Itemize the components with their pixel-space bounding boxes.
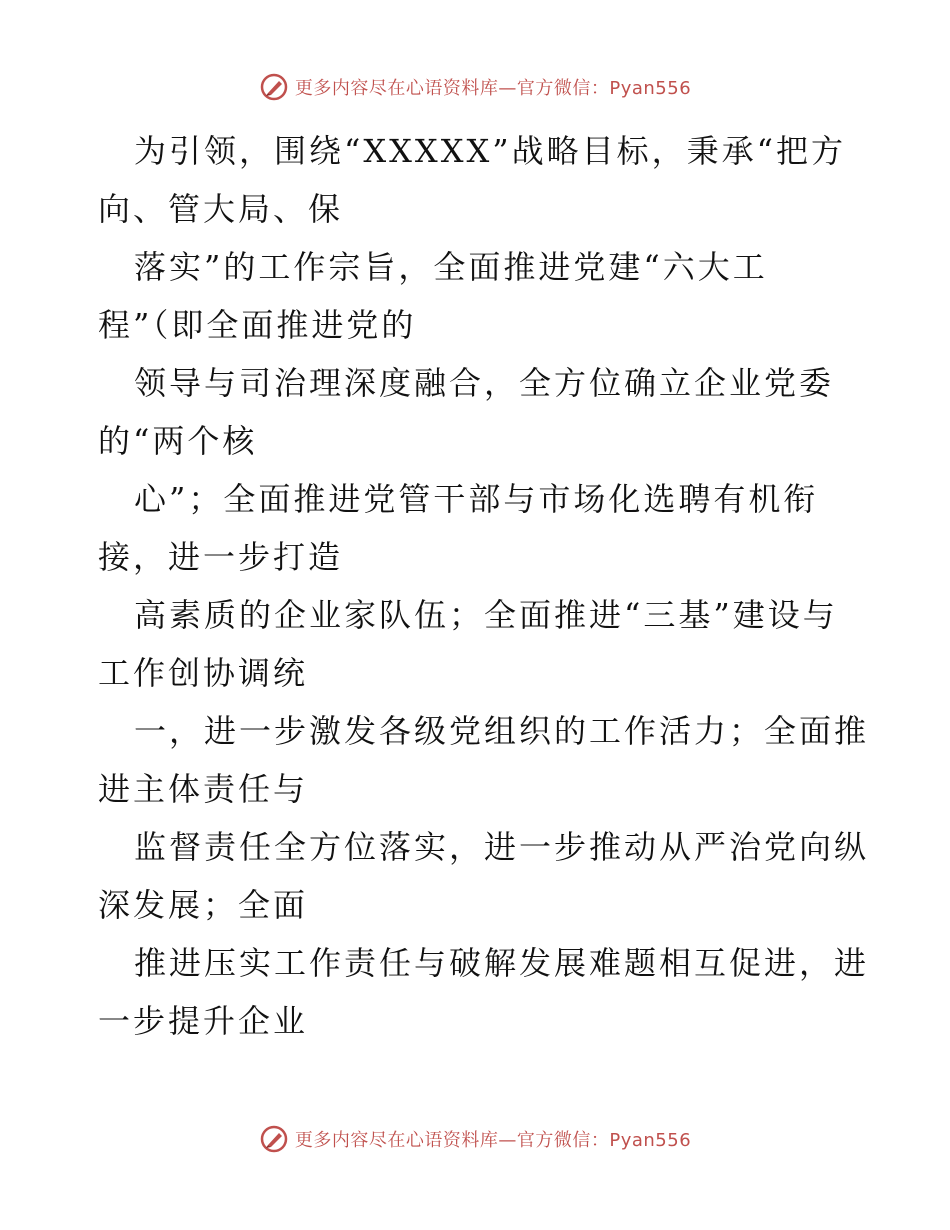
document-line: 进主体责任与 bbox=[98, 770, 309, 808]
document-line: 接，进一步打造 bbox=[98, 538, 344, 576]
watermark-header-text: 更多内容尽在心语资料库—官方微信：Pyan556 bbox=[294, 78, 692, 99]
document-line: 领导与司治理深度融合，全方位确立企业党委 bbox=[134, 364, 835, 402]
watermark-footer-text: 更多内容尽在心语资料库—官方微信：Pyan556 bbox=[294, 1130, 692, 1151]
watermark-footer bbox=[0, 1124, 950, 1154]
document-line: 程”（即全面推进党的 bbox=[98, 306, 417, 344]
document-line: 工作创协调统 bbox=[98, 654, 309, 692]
document-line: 的“两个核 bbox=[98, 422, 258, 460]
document-line: 一，进一步激发各级党组织的工作活力；全面推 bbox=[134, 712, 870, 750]
document-body bbox=[98, 122, 870, 1050]
document-line: 深发展；全面 bbox=[98, 886, 309, 924]
pen-logo-icon bbox=[259, 72, 289, 102]
document-line: 落实”的工作宗旨，全面推进党建“六大工 bbox=[134, 248, 768, 286]
document-line: 为引领，围绕“XXXXX”战略目标，秉承“把方 bbox=[134, 132, 846, 170]
document-line: 监督责任全方位落实，进一步推动从严治党向纵 bbox=[134, 828, 870, 866]
document-line: 向、管大局、保 bbox=[98, 190, 344, 228]
watermark-header bbox=[0, 72, 950, 102]
pen-logo-icon bbox=[259, 1124, 289, 1154]
document-line: 一步提升企业 bbox=[98, 1002, 309, 1040]
document-line: 高素质的企业家队伍；全面推进“三基”建设与 bbox=[134, 596, 838, 634]
document-line: 推进压实工作责任与破解发展难题相互促进，进 bbox=[134, 944, 870, 982]
document-line: 心”；全面推进党管干部与市场化选聘有机衔 bbox=[134, 480, 819, 518]
